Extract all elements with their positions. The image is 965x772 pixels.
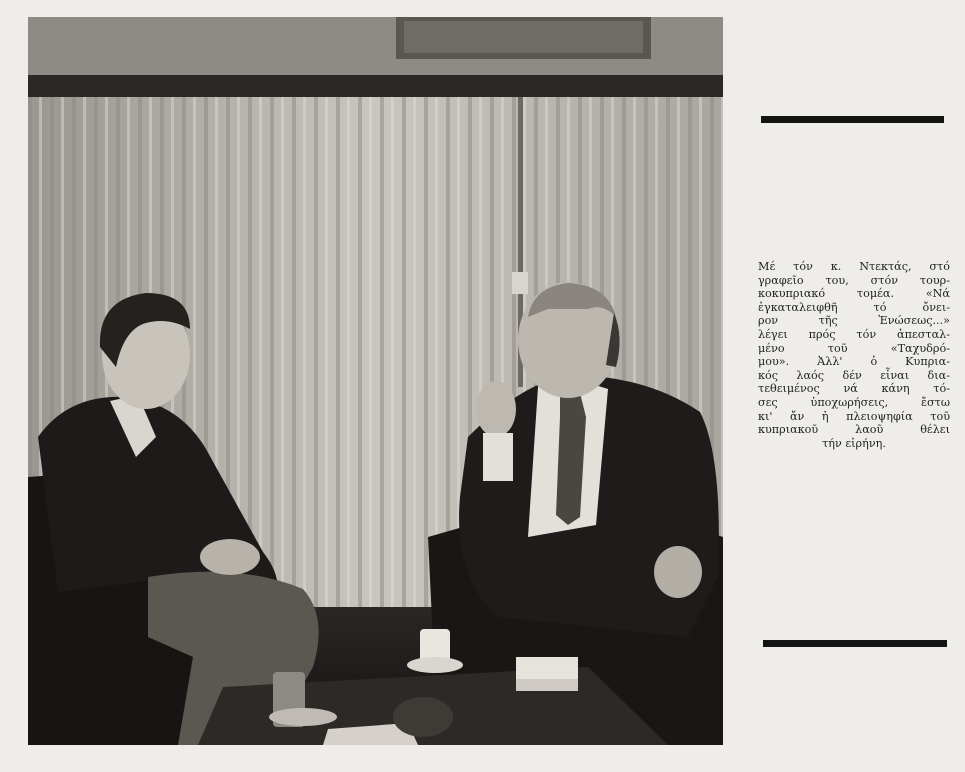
curtain-rail [28,75,723,97]
caption-line: ρον τῆς Ἑνώσεως...» [758,314,950,328]
caption-line: μένο τοῦ «Ταχυδρό- [758,341,950,355]
right-man-hand [476,381,516,437]
photo-illustration [28,17,723,745]
interview-photo [28,17,723,745]
caption-top-rule [761,116,944,123]
caption-line: κός λαός δέν εἶναι δια- [758,368,950,382]
photo-caption [758,260,950,450]
caption-line: λέγει πρός τόν ἀπεσταλ- [758,327,950,341]
caption-line: κυπριακοῦ λαοῦ θέλει [758,423,950,437]
caption-line: μου». Ἀλλ' ὁ Κυπρια- [758,355,950,369]
wall-switch [512,272,528,294]
caption-line: τήν εἰρήνη. [822,436,886,450]
caption-line: σες ὑποχωρήσεις, ἔστω [758,395,950,409]
caption-line: γραφεῖο του, στόν τουρ- [758,273,950,287]
ashtray [393,697,453,737]
caption-line: Μέ τόν κ. Ντεκτάς, στό [758,260,950,273]
caption-line: κοκυπριακό τομέα. «Νά [758,287,950,301]
caption-line: τεθειμένος νά κάνη τό- [758,382,950,396]
caption-bottom-rule [763,640,947,647]
left-man-hands [200,539,260,575]
caption-line: ἐγκαταλειφθῆ τό ὄνει- [758,300,950,314]
caption-line: κι' ἄν ἡ πλειοψηφία τοῦ [758,409,950,423]
